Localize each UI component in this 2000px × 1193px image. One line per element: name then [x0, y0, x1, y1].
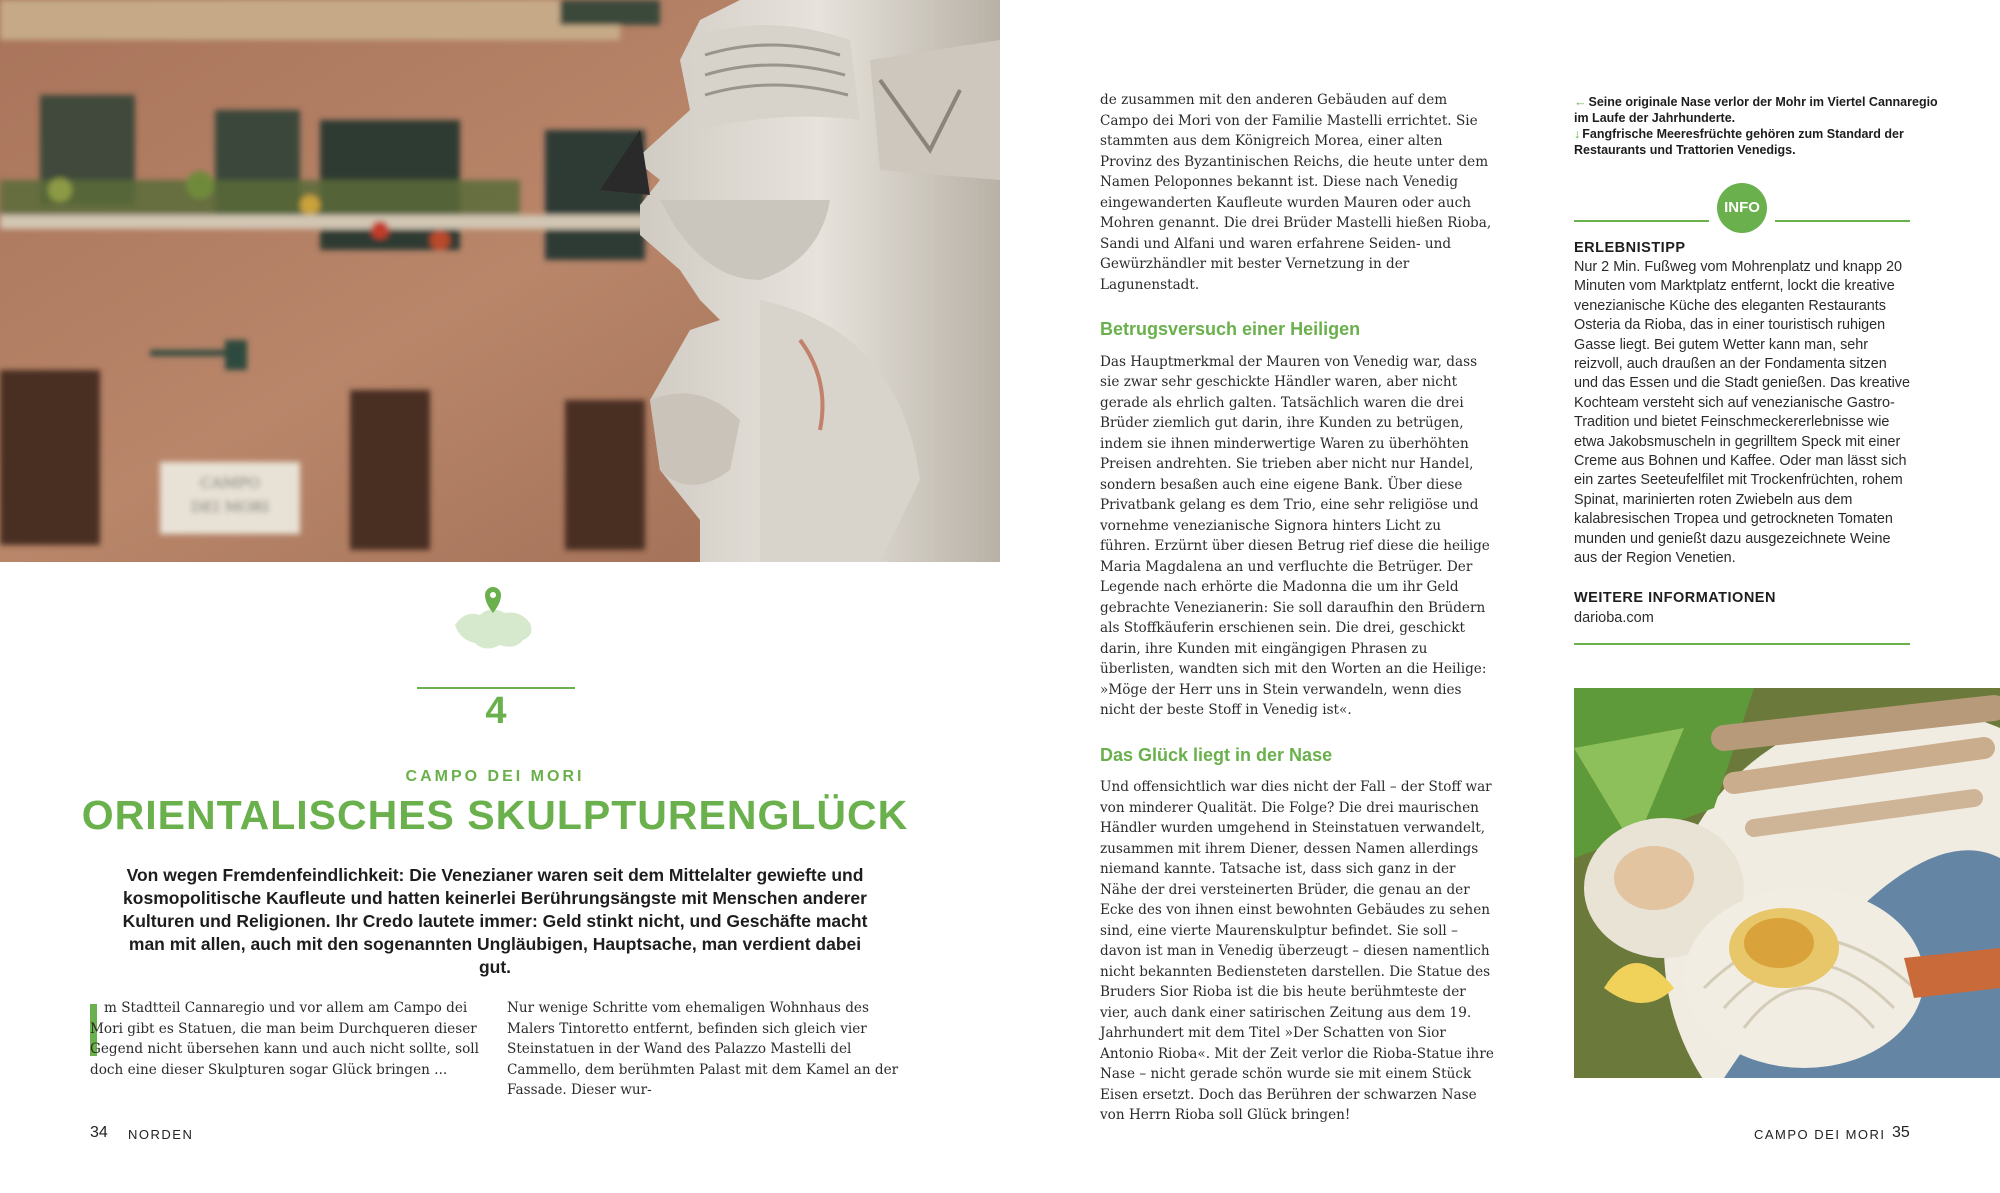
info-badge: INFO [1717, 183, 1767, 233]
tip-text: Nur 2 Min. Fußweg vom Mohrenplatz und knapp 20 Minuten vom Marktplatz entfernt, lockt die kreative venezianische Küche des eleganten Restaurants Osteria da Rioba, das in einer touristisch ruhigen Gasse liegt. Bei gutem Wetter kann man, sehr reizvoll, auch draußen an der Fondamenta sitzen und das Essen und die Stadt genießen. Das kreative Kochteam versteht sich auf venezianische Gastro-Tradition und bietet Feinschmeckererlebnisse wie etwa Jakobsmuscheln in gegrilltem Speck mit einer Creme aus Bohnen und Kaffee. Oder man lässt sich ein zartes Seeteufelfilet mit Trockenfrüchten, rohem Spinat, marinierten roten Zwiebeln aus dem kalabresischen Tropea und getrockneten Tomaten munden und genießt dazu ausgezeichnete Weine aus der Region Venetien. [1574, 259, 1910, 567]
body-paragraph: Das Hauptmerkmal der Mauren von Venedig war, dass sie zwar sehr geschickte Händler waren, aber nicht gerade als ehrlich galten. Tatsächlich waren die drei Brüder ziemlich gut darin, ihre Kunden zu betrügen, indem sie ihnen minderwertige Waren zu überhöhten Preisen andrehten. Sie trieben aber nicht nur Handel, sondern besaßen auch eine eigene Bank. Über diese Privatbank gelang es dem Trio, eine sehr religiöse und vornehme venezianische Signora hinters Licht zu führen. Erzürnt über diesen Betrug rief diese die heilige Maria Magdalena an und verfluchte die Betrüger. Der Legende nach erhörte die Madonna die um ihr Geld gebrachte Venezianerin: Sie soll daraufhin den Brüdern als Stoffkäuferin erschienen sein. Die drei, geschickt darin, ihre Kunden mit eingängigen Phrasen zu überlisten, wandten sich mit den Worten an die Heilige: »Möge der Herr uns in Stein verwandeln, wenn dies nicht der beste Stoff in Venedig ist«. [1100, 353, 1490, 718]
page-number-right: 35 [1892, 1124, 1910, 1141]
subheading-2: Das Glück liegt in der Nase [1100, 744, 1333, 765]
body-paragraph: de zusammen mit den anderen Gebäuden auf dem Campo dei Mori von der Familie Mastelli errichtet. Sie stammten aus dem Königreich Morea, einer alten Provinz des Byzantinischen Reichs, die heute unter dem Namen Peloponnes bekannt ist. Diese nach Venedig eingewanderten Kaufleute wurden Mauren oder auch Mohren genannt. Die drei Brüder Mastelli hießen Rioba, Sandi und Alfani und waren erfahrene Seiden- und Gewürzhändler mit bester Vernetzung in der Lagunenstadt. [1100, 92, 1492, 293]
place-label: CAMPO DEI MORI [405, 768, 585, 785]
svg-text:DEI MORI: DEI MORI [190, 498, 270, 516]
seafood-photo [1574, 688, 2000, 1078]
info-divider-left [1574, 220, 1709, 222]
campo-sign [160, 462, 300, 534]
body-column-1 [90, 998, 482, 1080]
article-lead: Von wegen Fremdenfeindlichkeit: Die Venezianer waren seit dem Mittelalter gewiefte und kosmopolitische Kaufleute und hatten keinerlei Berührungsängste mit Menschen anderer Kulturen und Religionen. Ihr Credo lautete immer: Geld stinkt nicht, und Geschäfte macht man mit allen, auch mit den sogenannten Ungläubigen, Hauptsache, man verdient dabei gut. [122, 865, 868, 977]
map-marker-icon [445, 585, 545, 665]
body-column-2: Nur wenige Schritte vom ehemaligen Wohnhaus des Malers Tintoretto entfernt, befinden sich gleich vier Steinstatuen in der Wand des Palazzo Mastelli del Cammello, dem berühmten Palast mit dem Kamel an der Fassade. Dieser wur- [507, 1000, 899, 1098]
statue-photo [0, 0, 1000, 562]
more-info-link[interactable]: darioba.com [1574, 610, 1654, 626]
article-title: ORIENTALISCHES SKULPTURENGLÜCK [81, 792, 909, 838]
body-column-3 [1100, 90, 1494, 1126]
arrow-left-icon: ← [1574, 95, 1587, 109]
info-divider-right [1775, 220, 1910, 222]
arrow-down-icon: ↓ [1574, 127, 1581, 141]
running-head-left: NORDEN [128, 1127, 194, 1142]
chapter-rule [417, 687, 575, 689]
photo-captions [1574, 94, 1944, 158]
subheading-1: Betrugsversuch einer Heiligen [1100, 319, 1361, 339]
caption-food: ↓ Fangfrische Meeresfrüchte gehören zum Standard der Restaurants und Trattorien Venedigs. [1574, 127, 1904, 157]
chapter-number: 4 [485, 690, 507, 732]
info-divider-bottom [1574, 643, 1910, 645]
more-info-heading: WEITERE INFORMATIONEN [1574, 590, 1776, 606]
statue-photo-graphic [0, 0, 1000, 562]
body-column-1-text: m Stadtteil Cannaregio und vor allem am Campo dei Mori gibt es Statuen, die man beim Durchqueren dieser Gegend nicht übersehen kann und auch nicht sollte, soll doch eine dieser Skulpturen sogar Glück bringen ... [90, 1000, 479, 1078]
svg-text:CAMPO: CAMPO [199, 474, 261, 492]
body-paragraph: Und offensichtlich war dies nicht der Fall – der Stoff war von minderer Qualität. Die Folge? Die drei maurischen Händler wurden umgehend in Steinstatuen verwandelt, zusammen mit ihrem Diener, dessen Namen allerdings niemand kannte. Tatsache ist, dass sich ganz in der Nähe der drei versteinerten Brüder, die genau an der Ecke des von ihnen einst bewohnten Gebäudes zu sehen sind, eine vierte Maurenskulptur befindet. Sie soll – davon ist man in Venedig überzeugt – diesen namentlich nicht bekannten Bediensteten darstellen. Die Statue des Bruders Sior Rioba ist die bis heute berühmteste der vier, auch dank einer satirischen Zeitung aus dem 19. Jahrhundert mit dem Titel »Der Schatten von Sior Antonio Rioba«. Mit der Zeit verlor die Rioba-Statue ihre Nase – nicht gerade schön wurde sie mit einem Stück Eisen ersetzt. Doch das Berühren der schwarzen Nase von Herrn Rioba soll Glück bringen! [1100, 779, 1494, 1123]
caption-statue: ← Seine originale Nase verlor der Mohr im Viertel Cannaregio im Laufe der Jahrhunderte. [1574, 95, 1938, 125]
page-number-left: 34 [90, 1124, 108, 1141]
running-head-right: CAMPO DEI MORI [1754, 1127, 1886, 1142]
tip-heading: ERLEBNISTIPP [1574, 240, 1686, 256]
seafood-photo-graphic [1574, 688, 2000, 1078]
